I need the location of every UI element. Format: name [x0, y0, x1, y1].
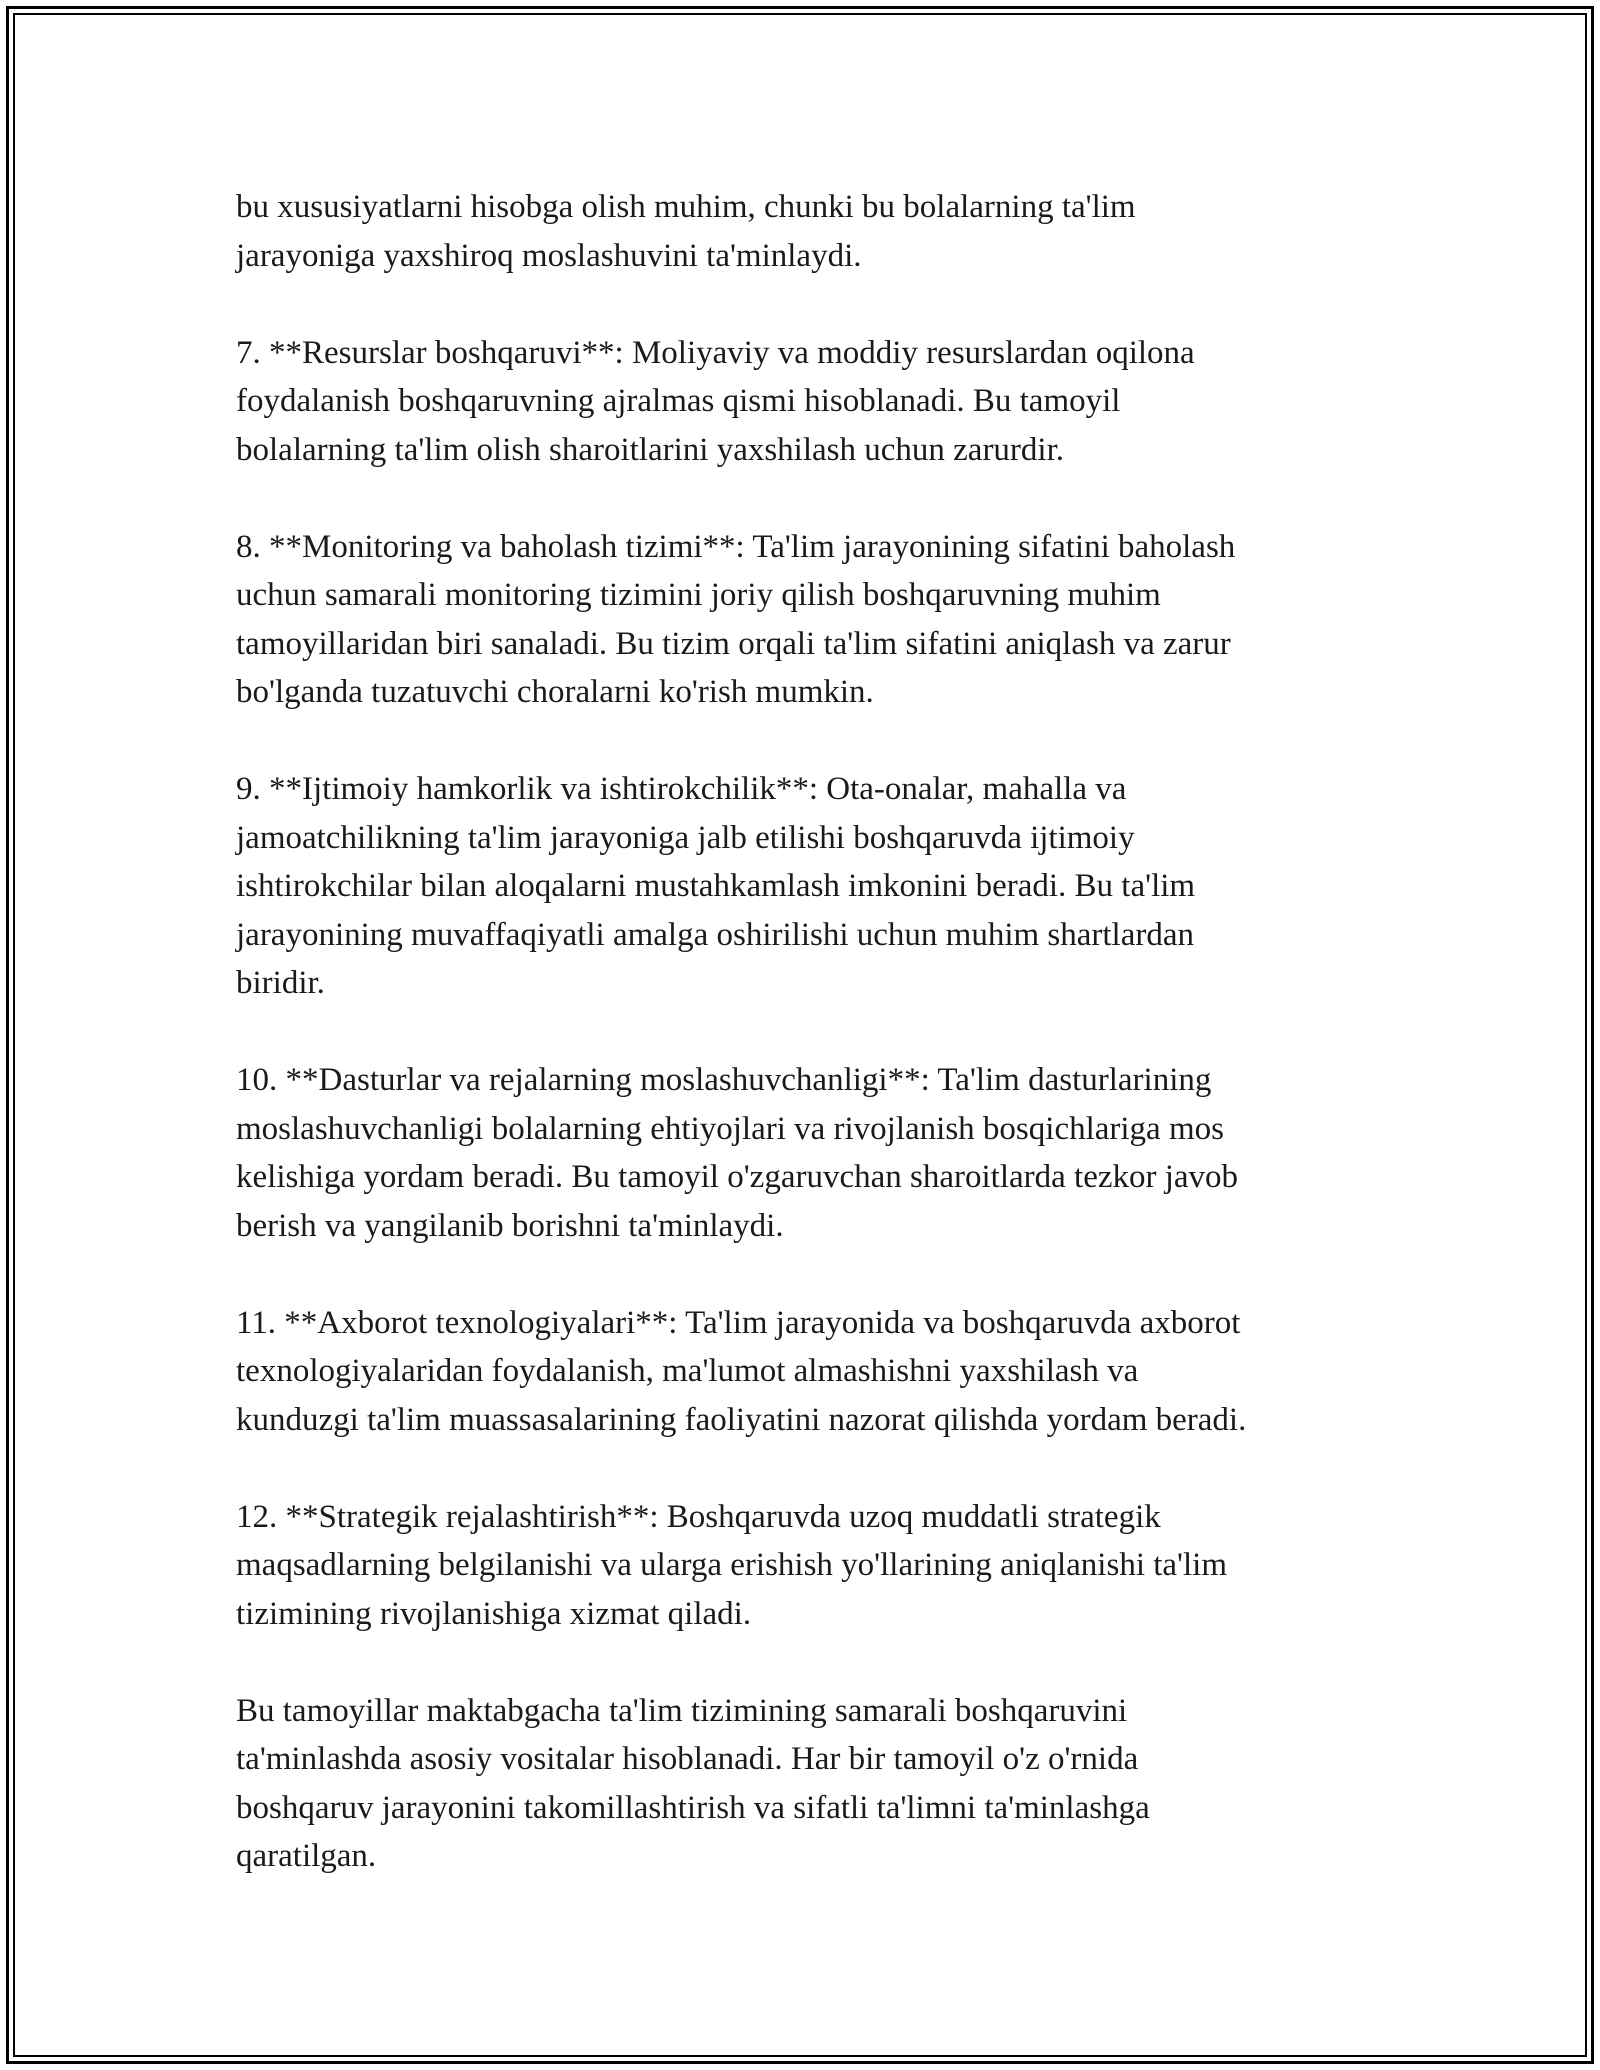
paragraph-item-8: 8. **Monitoring va baholash tizimi**: Ta'lim jarayonining sifatini baholash uchun samarali monitoring tizimini joriy qilish boshqaruvning muhim tamoyillaridan biri sanaladi. Bu tizim orqali ta'lim sifatini aniqlash va zarur bo'lganda tuzatuvchi choralarni ko'rish mumkin.	[236, 528, 1236, 710]
paragraph-continuation: bu xususiyatlarni hisobga olish muhim, chunki bu bolalarning ta'lim jarayoniga yaxshiroq moslashuvini ta'minlaydi.	[236, 189, 1136, 274]
paragraph-item-7: 7. **Resurslar boshqaruvi**: Moliyaviy va moddiy resurslardan oqilona foydalanish boshqaruvning ajralmas qismi hisoblanadi. Bu tamoyil bolalarning ta'lim olish sharoitlarini yaxshilash uchun zarurdir.	[236, 334, 1195, 468]
paragraph-item-12: 12. **Strategik rejalashtirish**: Boshqaruvda uzoq muddatli strategik maqsadlarning belgilanishi va ularga erishish yo'llarining aniqlanishi ta'lim tizimining rivojlanishiga xizmat qiladi.	[236, 1498, 1227, 1632]
document-body	[236, 183, 1386, 1881]
paragraph-item-11: 11. **Axborot texnologiyalari**: Ta'lim jarayonida va boshqaruvda axborot texnologiyalaridan foydalanish, ma'lumot almashishni yaxshilash va kunduzgi ta'lim muassasalarining faoliyatini nazorat qilishda yordam beradi.	[236, 1304, 1247, 1438]
paragraph-conclusion: Bu tamoyillar maktabgacha ta'lim tizimining samarali boshqaruvini ta'minlashda asosiy vositalar hisoblanadi. Har bir tamoyil o'z o'rnida boshqaruv jarayonini takomillashtirish va sifatli ta'limni ta'minlashga qaratilgan.	[236, 1692, 1150, 1874]
paragraph-item-9: 9. **Ijtimoiy hamkorlik va ishtirokchilik**: Ota-onalar, mahalla va jamoatchilikning ta'lim jarayoniga jalb etilishi boshqaruvda ijtimoiy ishtirokchilar bilan aloqalarni mustahkamlash imkonini beradi. Bu ta'lim jarayonining muvaffaqiyatli amalga oshirilishi uchun muhim shartlardan biridir.	[236, 771, 1196, 1001]
paragraph-item-10: 10. **Dasturlar va rejalarning moslashuvchanligi**: Ta'lim dasturlarining moslashuvchanligi bolalarning ehtiyojlari va rivojlanish bosqichlariga mos kelishiga yordam beradi. Bu tamoyil o'zgaruvchan sharoitlarda tezkor javob berish va yangilanib borishni ta'minlaydi.	[236, 1062, 1239, 1244]
